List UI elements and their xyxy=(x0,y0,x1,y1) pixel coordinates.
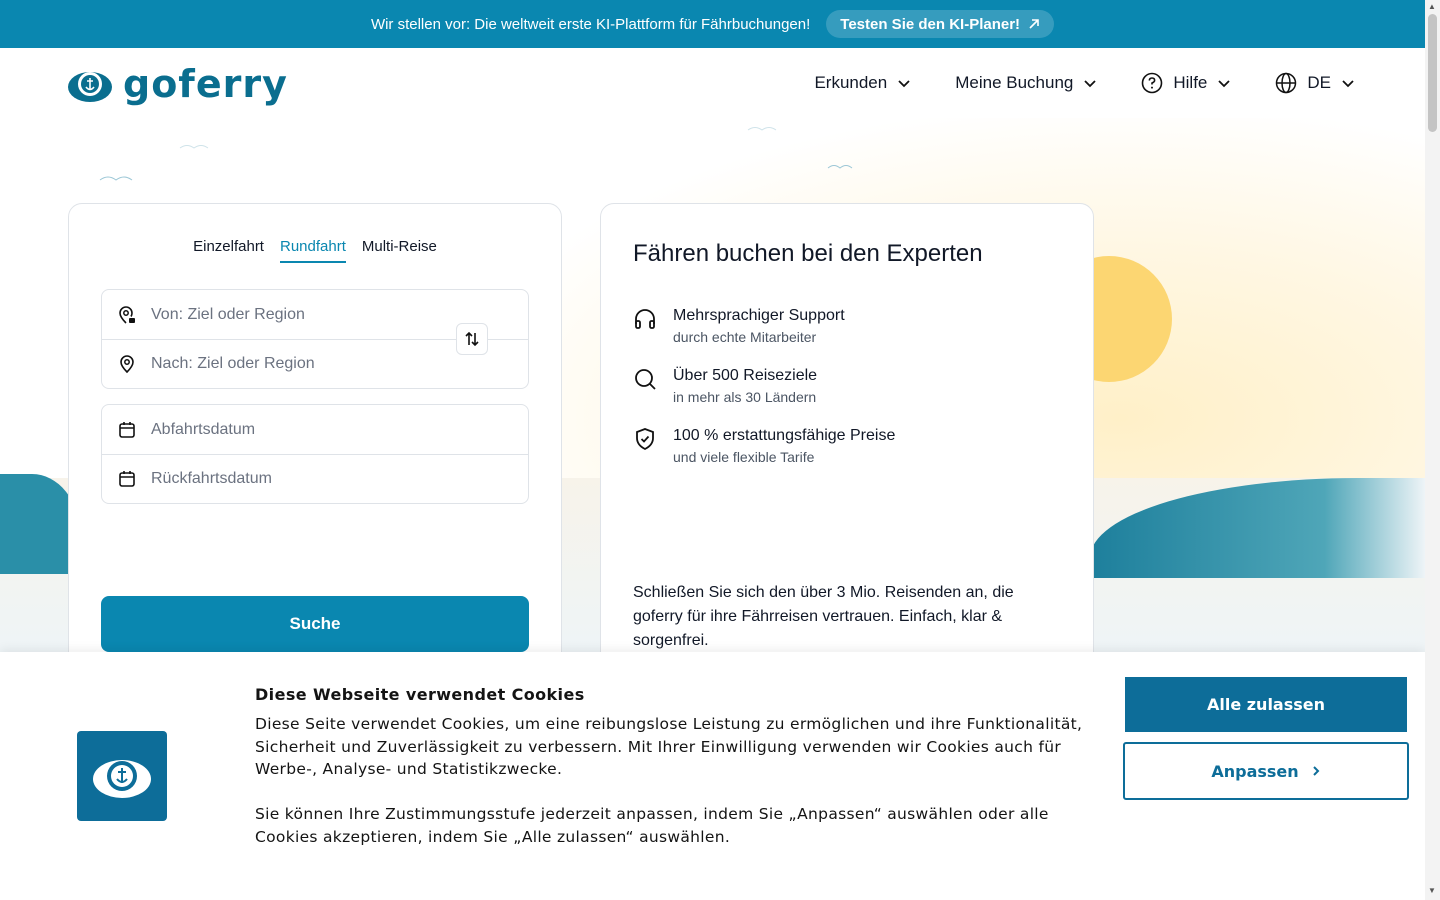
customize-button[interactable] xyxy=(1123,742,1409,800)
nav-my-booking[interactable] xyxy=(955,73,1097,93)
cookie-paragraph-2: Sie können Ihre Zustimmungsstufe jederzeit anpassen, indem Sie „Anpassen“ auswählen oder alle Cookies akzeptieren, indem Sie „Alle zulassen“ auswählen. xyxy=(255,805,1049,846)
map-pin-icon xyxy=(117,305,137,325)
nav-language-label: DE xyxy=(1307,73,1331,92)
tab-round-trip[interactable]: Rundfahrt xyxy=(280,238,346,263)
chevron-down-icon xyxy=(1217,76,1231,90)
info-title: Fähren buchen bei den Experten xyxy=(633,240,983,267)
nav-help[interactable] xyxy=(1141,72,1231,94)
logo[interactable] xyxy=(67,62,288,106)
site-header xyxy=(0,48,1425,118)
swap-arrows-icon xyxy=(463,330,481,348)
tab-one-way[interactable]: Einzelfahrt xyxy=(193,238,264,255)
swap-route-button[interactable] xyxy=(456,323,488,355)
help-circle-icon xyxy=(1141,72,1163,94)
chevron-right-icon xyxy=(1311,765,1321,777)
scroll-down-icon[interactable]: ▼ xyxy=(1428,886,1436,895)
feature-subtitle: durch echte Mitarbeiter xyxy=(673,329,817,345)
to-placeholder: Nach: Ziel oder Region xyxy=(151,355,315,372)
search-card xyxy=(68,203,562,723)
trip-type-tabs xyxy=(69,238,561,263)
feature-destinations xyxy=(633,367,817,405)
feature-support xyxy=(633,307,845,345)
feature-subtitle: und viele flexible Tarife xyxy=(673,449,815,465)
main-nav xyxy=(814,48,1355,118)
nav-language[interactable] xyxy=(1275,72,1355,94)
return-date-field[interactable] xyxy=(102,454,528,503)
info-card xyxy=(600,203,1094,723)
scroll-thumb[interactable] xyxy=(1428,14,1437,132)
feature-title: Über 500 Reiseziele xyxy=(673,367,818,384)
cookie-paragraph-1: Diese Seite verwendet Cookies, um eine reibungslose Leistung zu ermöglichen und ihre Funktionalität, Sicherheit und Zuverlässigkeit zu verbessern. Mit Ihrer Einwilligung verwenden wir Cookies auch für Werbe-, Analyse- und Statistikzwecke. xyxy=(255,715,1083,779)
external-arrow-icon xyxy=(1028,18,1040,30)
return-placeholder: Rückfahrtsdatum xyxy=(151,470,272,487)
calendar-icon xyxy=(117,420,137,440)
logo-text: goferry xyxy=(123,62,288,106)
date-fields xyxy=(101,404,529,504)
chevron-down-icon xyxy=(1341,76,1355,90)
promo-text: Wir stellen vor: Die weltweit erste KI-Plattform für Fährbuchungen! xyxy=(370,15,811,33)
route-fields xyxy=(101,289,529,389)
cookie-text xyxy=(255,713,1095,849)
scroll-up-icon[interactable]: ▲ xyxy=(1428,2,1436,11)
ferry-captain-logo-icon xyxy=(67,64,113,104)
nav-my-booking-label: Meine Buchung xyxy=(955,73,1074,92)
page-scrollbar[interactable] xyxy=(1425,0,1440,900)
search-button[interactable]: Suche xyxy=(101,596,529,652)
tab-multi-trip[interactable]: Multi-Reise xyxy=(361,238,437,255)
search-icon xyxy=(633,367,657,391)
chevron-down-icon xyxy=(1083,76,1097,90)
departure-placeholder: Abfahrtsdatum xyxy=(151,420,256,438)
from-placeholder: Von: Ziel oder Region xyxy=(151,305,305,323)
globe-icon xyxy=(1275,72,1297,94)
feature-refund xyxy=(633,427,895,465)
promo-banner xyxy=(0,0,1425,48)
headphones-icon xyxy=(633,307,657,331)
feature-title: 100 % erstattungsfähige Preise xyxy=(673,427,896,444)
nav-help-label: Hilfe xyxy=(1173,73,1208,92)
nav-explore[interactable] xyxy=(814,73,911,93)
cookie-logo xyxy=(77,731,167,821)
customize-label: Anpassen xyxy=(1211,761,1299,781)
accept-all-button[interactable]: Alle zulassen xyxy=(1125,677,1407,732)
cookie-banner xyxy=(0,652,1425,900)
map-pin-icon xyxy=(117,354,137,374)
departure-date-field[interactable] xyxy=(102,405,528,454)
calendar-icon xyxy=(117,469,137,489)
ai-planner-button[interactable] xyxy=(826,10,1054,38)
chevron-down-icon xyxy=(897,76,911,90)
feature-title: Mehrsprachiger Support xyxy=(673,307,845,324)
shield-check-icon xyxy=(633,427,657,451)
cookie-title: Diese Webseite verwendet Cookies xyxy=(255,685,585,704)
nav-explore-label: Erkunden xyxy=(814,73,888,92)
ai-planner-label: Testen Sie den KI-Planer! xyxy=(840,15,1021,33)
trust-text: Schließen Sie sich den über 3 Mio. Reisenden an, die goferry für ihre Fährreisen vertrauen. Einfach, klar & sorgenfrei. xyxy=(633,584,1014,649)
feature-subtitle: in mehr als 30 Ländern xyxy=(673,389,817,405)
ferry-captain-logo-icon xyxy=(91,751,153,801)
